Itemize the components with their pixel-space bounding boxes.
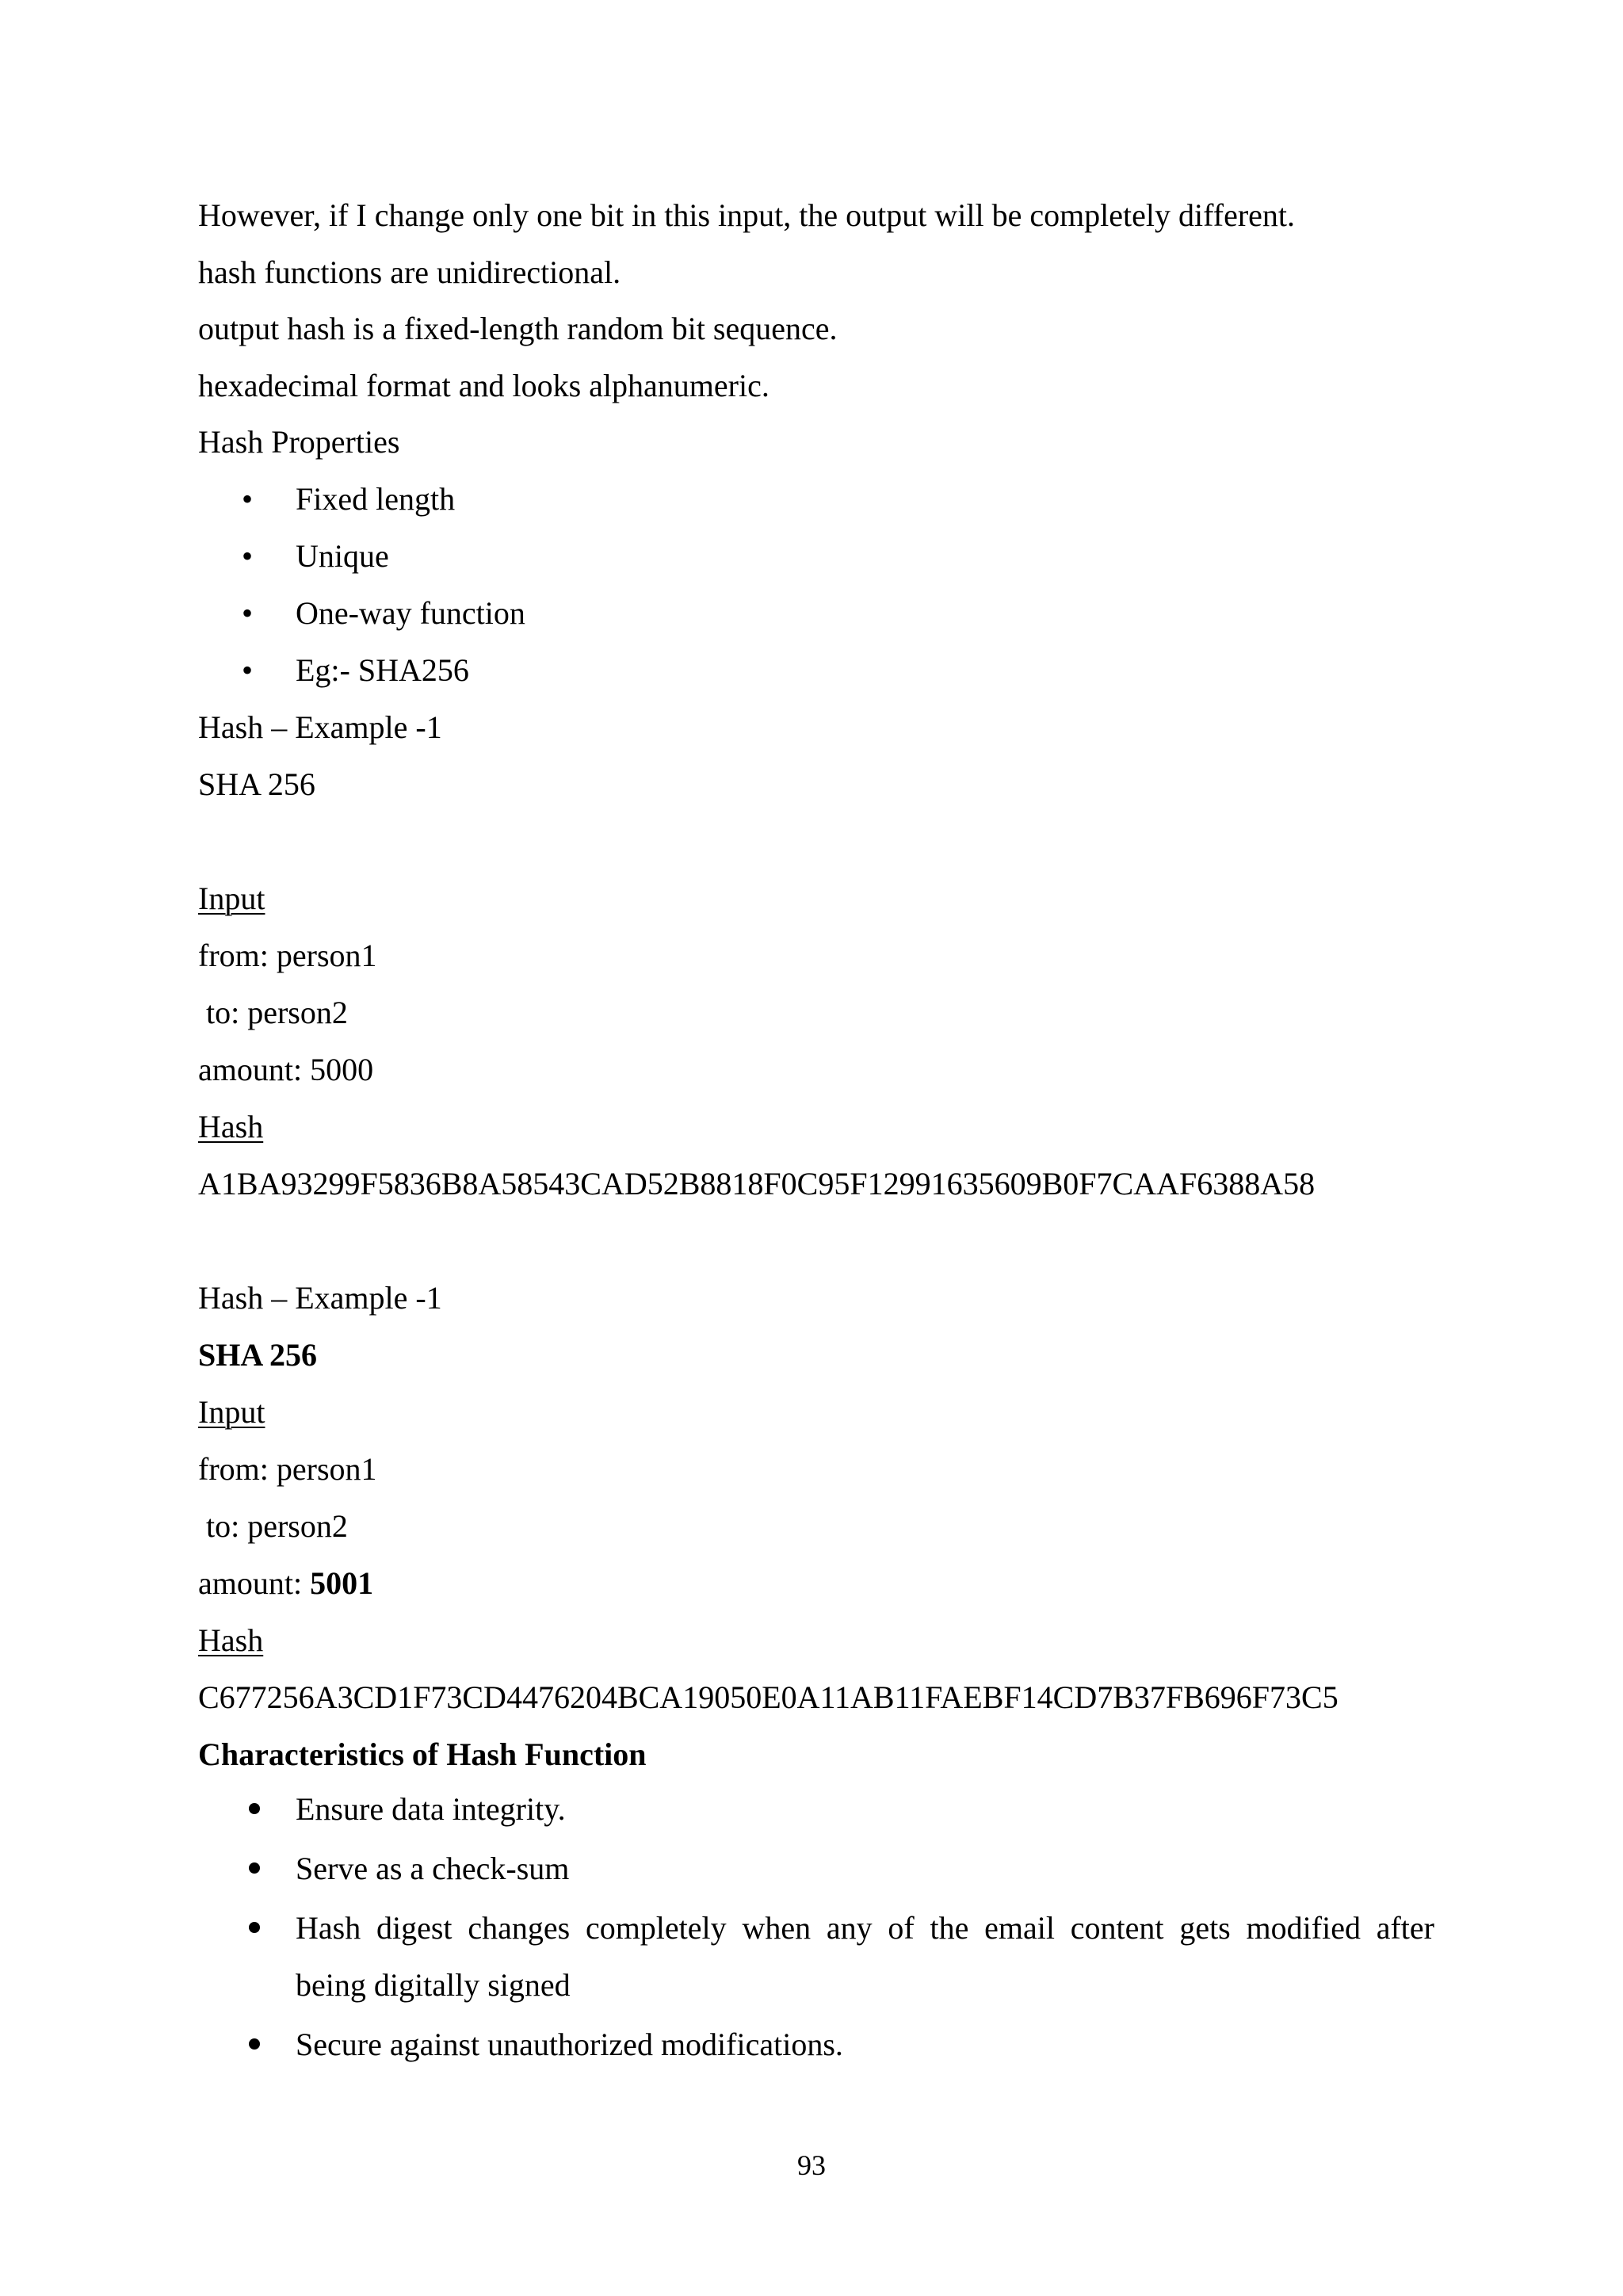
intro-line: output hash is a fixed-length random bit sequence. — [198, 311, 838, 346]
characteristic-item-continuation: being digitally signed — [296, 1967, 571, 2003]
example1-algorithm: SHA 256 — [198, 766, 315, 802]
example2-from: from: person1 — [198, 1451, 377, 1487]
example1-input-label: Input — [198, 881, 265, 916]
example1-to: to: person2 — [198, 995, 348, 1030]
amount-label: amount: — [198, 1565, 311, 1601]
bullet-marker: • — [242, 538, 254, 574]
bullet-marker: • — [242, 595, 254, 631]
example2-hash-value: C677256A3CD1F73CD4476204BCA19050E0A11AB11FAEBF14CD7B37FB696F73C5 — [198, 1679, 1338, 1715]
amount-value: 5001 — [310, 1565, 374, 1601]
bullet-dot — [249, 1922, 260, 1933]
example1-title: Hash – Example -1 — [198, 709, 442, 745]
example1-from: from: person1 — [198, 938, 377, 973]
characteristic-item: Ensure data integrity. — [296, 1791, 566, 1827]
page-number: 93 — [797, 2149, 826, 2181]
bullet-dot — [249, 2038, 260, 2050]
example2-amount — [198, 1564, 373, 1603]
property-item: Eg:- SHA256 — [296, 652, 469, 688]
bullet-dot — [249, 1862, 260, 1874]
bullet-marker: • — [242, 652, 254, 688]
characteristic-item: Serve as a check-sum — [296, 1851, 570, 1886]
property-item: Unique — [296, 538, 389, 574]
amount-label: amount: — [198, 1052, 311, 1087]
example2-title: Hash – Example -1 — [198, 1280, 442, 1316]
hash-properties-heading: Hash Properties — [198, 424, 400, 460]
example2-to: to: person2 — [198, 1508, 348, 1544]
characteristics-heading: Characteristics of Hash Function — [198, 1736, 647, 1772]
bullet-dot — [249, 1803, 260, 1814]
example1-amount — [198, 1051, 373, 1089]
example2-hash-label: Hash — [198, 1622, 264, 1658]
property-item: One-way function — [296, 595, 525, 631]
example1-hash-value: A1BA93299F5836B8A58543CAD52B8818F0C95F12991635609B0F7CAAF6388A58 — [198, 1166, 1316, 1201]
example2-input-label: Input — [198, 1394, 265, 1430]
intro-line: hash functions are unidirectional. — [198, 254, 621, 290]
intro-line: However, if I change only one bit in this input, the output will be completely different. — [198, 197, 1296, 233]
intro-line: hexadecimal format and looks alphanumeric. — [198, 368, 769, 403]
example1-hash-label: Hash — [198, 1109, 264, 1144]
property-item: Fixed length — [296, 481, 456, 517]
bullet-marker: • — [242, 481, 254, 517]
example2-algorithm: SHA 256 — [198, 1337, 318, 1373]
characteristic-item: Hash digest changes completely when any of the email content gets modified after — [296, 1910, 1434, 1946]
characteristic-item: Secure against unauthorized modifications. — [296, 2027, 843, 2062]
amount-value: 5000 — [310, 1052, 374, 1087]
